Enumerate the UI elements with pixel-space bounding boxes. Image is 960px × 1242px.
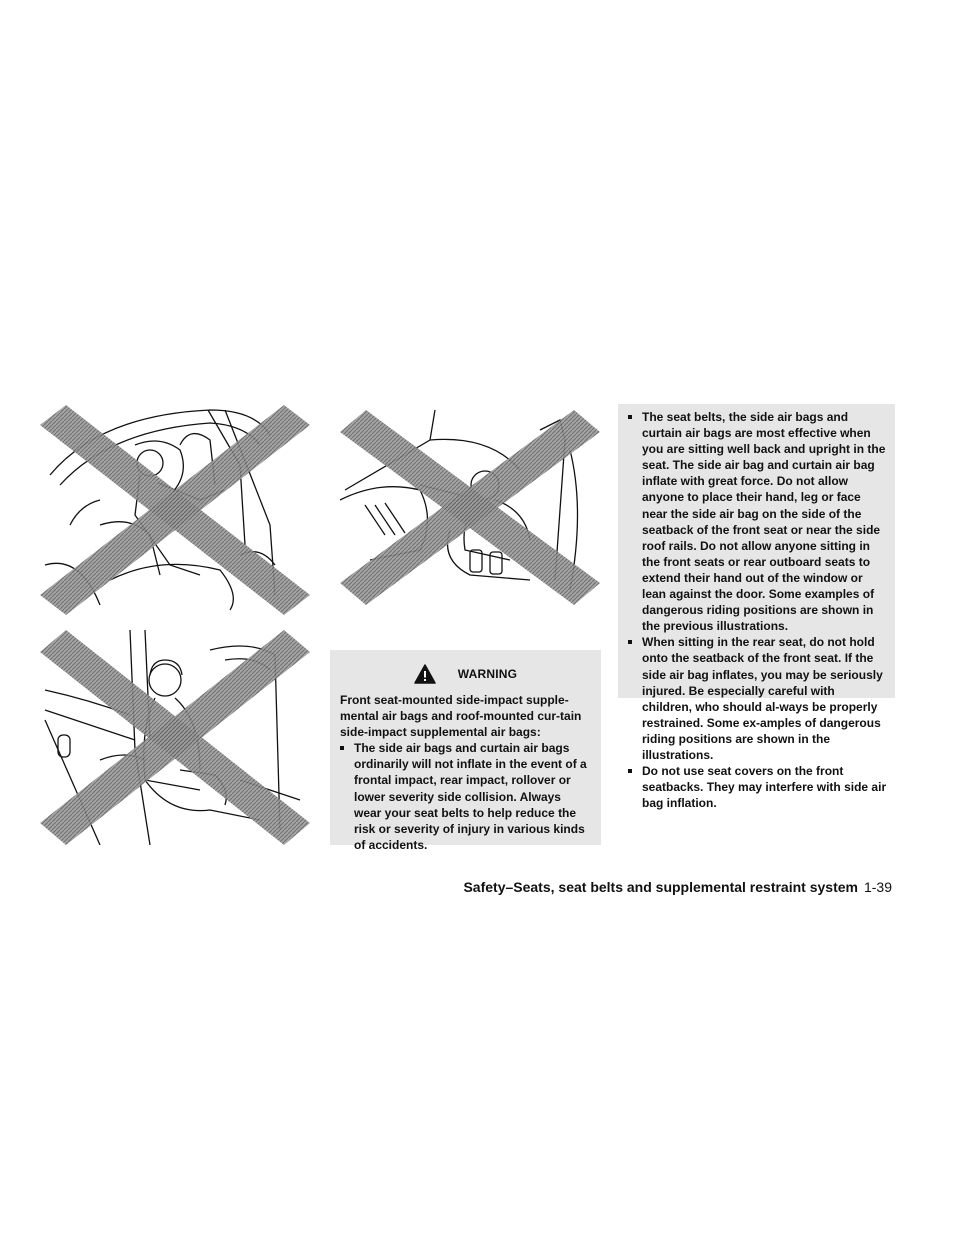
warning-intro: Front seat-mounted side-impact supple-mental air bags and roof-mounted cur-tain side-impact supplemental air bags: xyxy=(340,693,582,740)
warning-triangle-icon xyxy=(414,664,436,684)
right-bullet-item xyxy=(628,763,888,811)
page-footer xyxy=(463,879,892,895)
illustration-leaning-on-door xyxy=(40,630,310,845)
right-bullet-text: When sitting in the rear seat, do not hold onto the seatback of the front seat. If the side air bag inflates, you may be seriously injured. Be especially careful with children, who should al-ways be properly restrained. Some ex-amples of dangerous riding positions are shown in the illustrations. xyxy=(642,635,883,762)
warning-box xyxy=(330,650,601,852)
illustration-drawing xyxy=(40,405,310,615)
warning-bullet-text: The side air bags and curtain air bags ordinarily will not inflate in the event of a frontal impact, rear impact, rollover or lower severity side collision. Always wear your seat belts to help reduce the risk or severity of injury in various kinds of accidents. xyxy=(354,741,587,852)
illustration-holding-seatback xyxy=(340,410,600,605)
right-bullet-list xyxy=(628,409,888,811)
bullet-marker xyxy=(340,746,344,750)
warning-bullet-item xyxy=(340,740,591,853)
bullet-marker xyxy=(628,640,632,644)
page-number: 1-39 xyxy=(863,879,892,895)
illustration-drawing xyxy=(340,410,600,605)
warning-bullet-list xyxy=(340,740,591,853)
right-column-box xyxy=(618,404,895,811)
illustration-rear-seat-reaching xyxy=(40,405,310,615)
illustration-drawing xyxy=(40,630,310,845)
bullet-marker xyxy=(628,769,632,773)
section-title: Safety–Seats, seat belts and supplemental restraint system xyxy=(463,879,858,895)
warning-title: WARNING xyxy=(457,667,518,681)
right-bullet-text: Do not use seat covers on the front seatbacks. They may interfere with side air bag inflation. xyxy=(642,764,887,811)
right-bullet-item xyxy=(628,634,888,763)
bullet-marker xyxy=(628,415,632,419)
right-bullet-item xyxy=(628,409,888,634)
warning-header xyxy=(340,662,591,686)
right-bullet-text: The seat belts, the side air bags and curtain air bags are most effective when you are sitting well back and upright in the seat. The side air bag and curtain air bag inflate with great force. Do not allow anyone to place their hand, leg or face near the side air bag on the side of the seatback of the front seat or near the side roof rails. Do not allow anyone sitting in the front seats or rear outboard seats to extend their hand out of the window or lean against the door. Some examples of dangerous riding positions are shown in the previous illustrations. xyxy=(642,410,886,634)
